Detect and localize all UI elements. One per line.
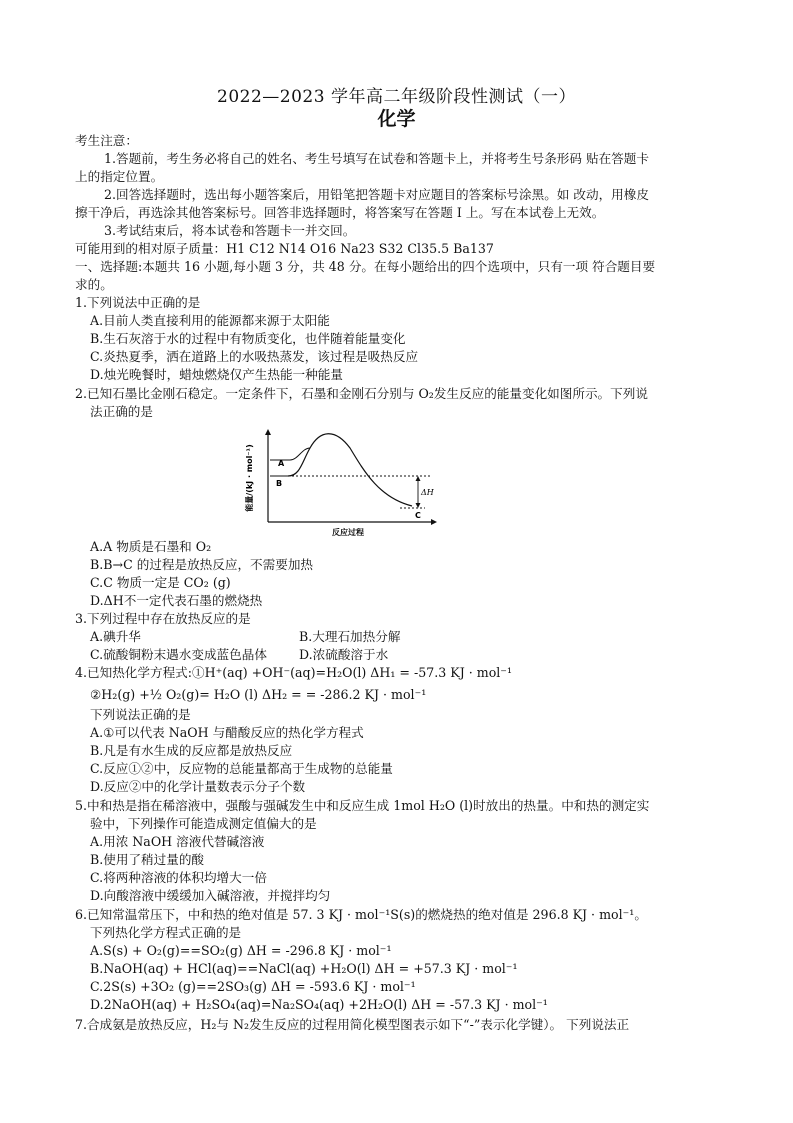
q1-option-c: C.炎热夏季，洒在道路上的水吸热蒸发，该过程是吸热反应 [90,349,419,364]
section-heading-cont: 求的。 [75,277,113,292]
atomic-masses: 可能用到的相对原子质量：H1 C12 N14 O16 Na23 S32 Cl35.5 Ba137 [75,241,494,256]
q3-option-b: B.大理石加热分解 [299,629,401,644]
q5-option-d: D.向酸溶液中缓缓加入碱溶液，并搅拌均匀 [90,888,331,903]
exam-title: 2022—2023 学年高二年级阶段性测试（一） [217,87,576,107]
q4-option-a: A.①可以代表 NaOH 与醋酸反应的热化学方程式 [90,725,364,740]
dh-arrow-down [416,503,421,508]
q6-stem: 6.已知常温常压下，中和热的绝对值是 57. 3 KJ · mol⁻¹S(s)的燃烧热的绝对值是 296.8 KJ · mol⁻¹。 [75,907,647,922]
energy-diagram [240,428,445,538]
q6-option-c: C.2S(s) +3O₂ (g)==2SO₃(g) ΔH = -593.6 KJ · mol⁻¹ [90,979,416,994]
notice-item: 2.回答选择题时，选出每小题答案后，用铅笔把答题卡对应题目的答案标号涂黑。如 改动，用橡皮 [104,187,649,202]
notice-item: 擦干净后，再选涂其他答案标号。回答非选择题时，将答案写在答题 I 上。写在本试卷上无效。 [75,205,605,220]
q1-option-a: A.目前人类直接利用的能源都来源于太阳能 [90,313,330,328]
q6-option-a: A.S(s) + O₂(g)==SO₂(g) ΔH = -296.8 KJ · mol⁻¹ [90,943,392,958]
q2-option-b: B.B→C 的过程是放热反应，不需要加热 [90,557,314,572]
q4-equation-2: ②H₂(g) +½ O₂(g)= H₂O (l) ΔH₂ = = -286.2 KJ · mol⁻¹ [90,687,427,702]
label-b: B [276,479,283,488]
q3-stem: 3.下列过程中存在放热反应的是 [75,611,251,626]
q4-option-d: D.反应②中的化学计量数表示分子个数 [90,779,306,794]
q3-option-c: C.硫酸铜粉末遇水变成蓝色晶体 [90,647,267,662]
label-dh: ΔH [421,488,434,497]
q4-stem: 4.已知热化学方程式:①H⁺(aq) +OH⁻(aq)=H₂O(l) ΔH₁ = -57.3 KJ · mol⁻¹ [75,665,512,680]
q3-option-d: D.浓硫酸溶于水 [299,647,389,662]
dh-arrow-up [416,476,421,481]
q5-option-a: A.用浓 NaOH 溶液代替碱溶液 [90,834,265,849]
q6-stem-cont: 下列热化学方程式正确的是 [90,925,242,940]
q4-option-b: B.凡是有水生成的反应都是放热反应 [90,743,293,758]
q5-option-b: B.使用了稍过量的酸 [90,852,205,867]
notice-item: 3.考试结束后，将本试卷和答题卡一并交回。 [104,223,356,238]
notice-item: 1.答题前，考生务必将自己的姓名、考生号填写在试卷和答题卡上，并将考生号条形码 贴在答题卡 [104,151,649,166]
x-arrow [431,519,437,525]
q1-stem: 1.下列说法中正确的是 [75,295,201,310]
q4-option-c: C.反应①②中，反应物的总能量都高于生成物的总能量 [90,761,393,776]
q3-option-a: A.碘升华 [90,629,141,644]
q5-stem: 5.中和热是指在稀溶液中，强酸与强碱发生中和反应生成 1mol H₂O (l)时放出的热量。中和热的测定实 [75,798,650,813]
q2-option-a: A.A 物质是石墨和 O₂ [90,539,212,554]
q4-sub-stem: 下列说法正确的是 [90,707,191,722]
subject-title: 化学 [377,108,416,130]
q2-stem-cont: 法正确的是 [90,404,153,419]
label-c: C [415,511,421,520]
q1-option-d: D.烛光晚餐时，蜡烛燃烧仅产生热能一种能量 [90,367,343,382]
q6-option-b: B.NaOH(aq) + HCl(aq)==NaCl(aq) +H₂O(l) ΔH = +57.3 KJ · mol⁻¹ [90,961,518,976]
notice-heading: 考生注意： [75,133,138,148]
q1-option-b: B.生石灰溶于水的过程中有物质变化，也伴随着能量变化 [90,331,406,346]
ylabel: 能量/(kJ · mol⁻¹) [245,444,254,512]
curve-main [288,434,412,506]
xlabel: 反应过程 [332,528,364,537]
notice-item: 上的指定位置。 [75,169,164,184]
section-heading: 一、选择题:本题共 16 小题,每小题 3 分，共 48 分。在每小题给出的四个选项中，只有一项 符合题目要 [75,259,656,274]
q5-option-c: C.将两种溶液的体积均增大一倍 [90,870,267,885]
q2-option-d: D.ΔH不一定代表石墨的燃烧热 [90,593,263,608]
q6-option-d: D.2NaOH(aq) + H₂SO₄(aq)=Na₂SO₄(aq) +2H₂O(l) ΔH = -57.3 KJ · mol⁻¹ [90,997,548,1012]
q5-stem-cont: 验中，下列操作可能造成测定值偏大的是 [90,816,317,831]
q7-stem: 7.合成氨是放热反应，H₂与 N₂发生反应的过程用简化模型图表示如下“-”表示化学键）。 下列说法正 [75,1017,630,1032]
label-a: A [278,459,285,468]
q2-option-c: C.C 物质一定是 CO₂ (g) [90,575,231,590]
y-arrow [265,429,271,435]
q2-stem: 2.已知石墨比金刚石稳定。一定条件下，石墨和金刚石分别与 O₂发生反应的能量变化如图所示。下列说 [75,386,648,401]
